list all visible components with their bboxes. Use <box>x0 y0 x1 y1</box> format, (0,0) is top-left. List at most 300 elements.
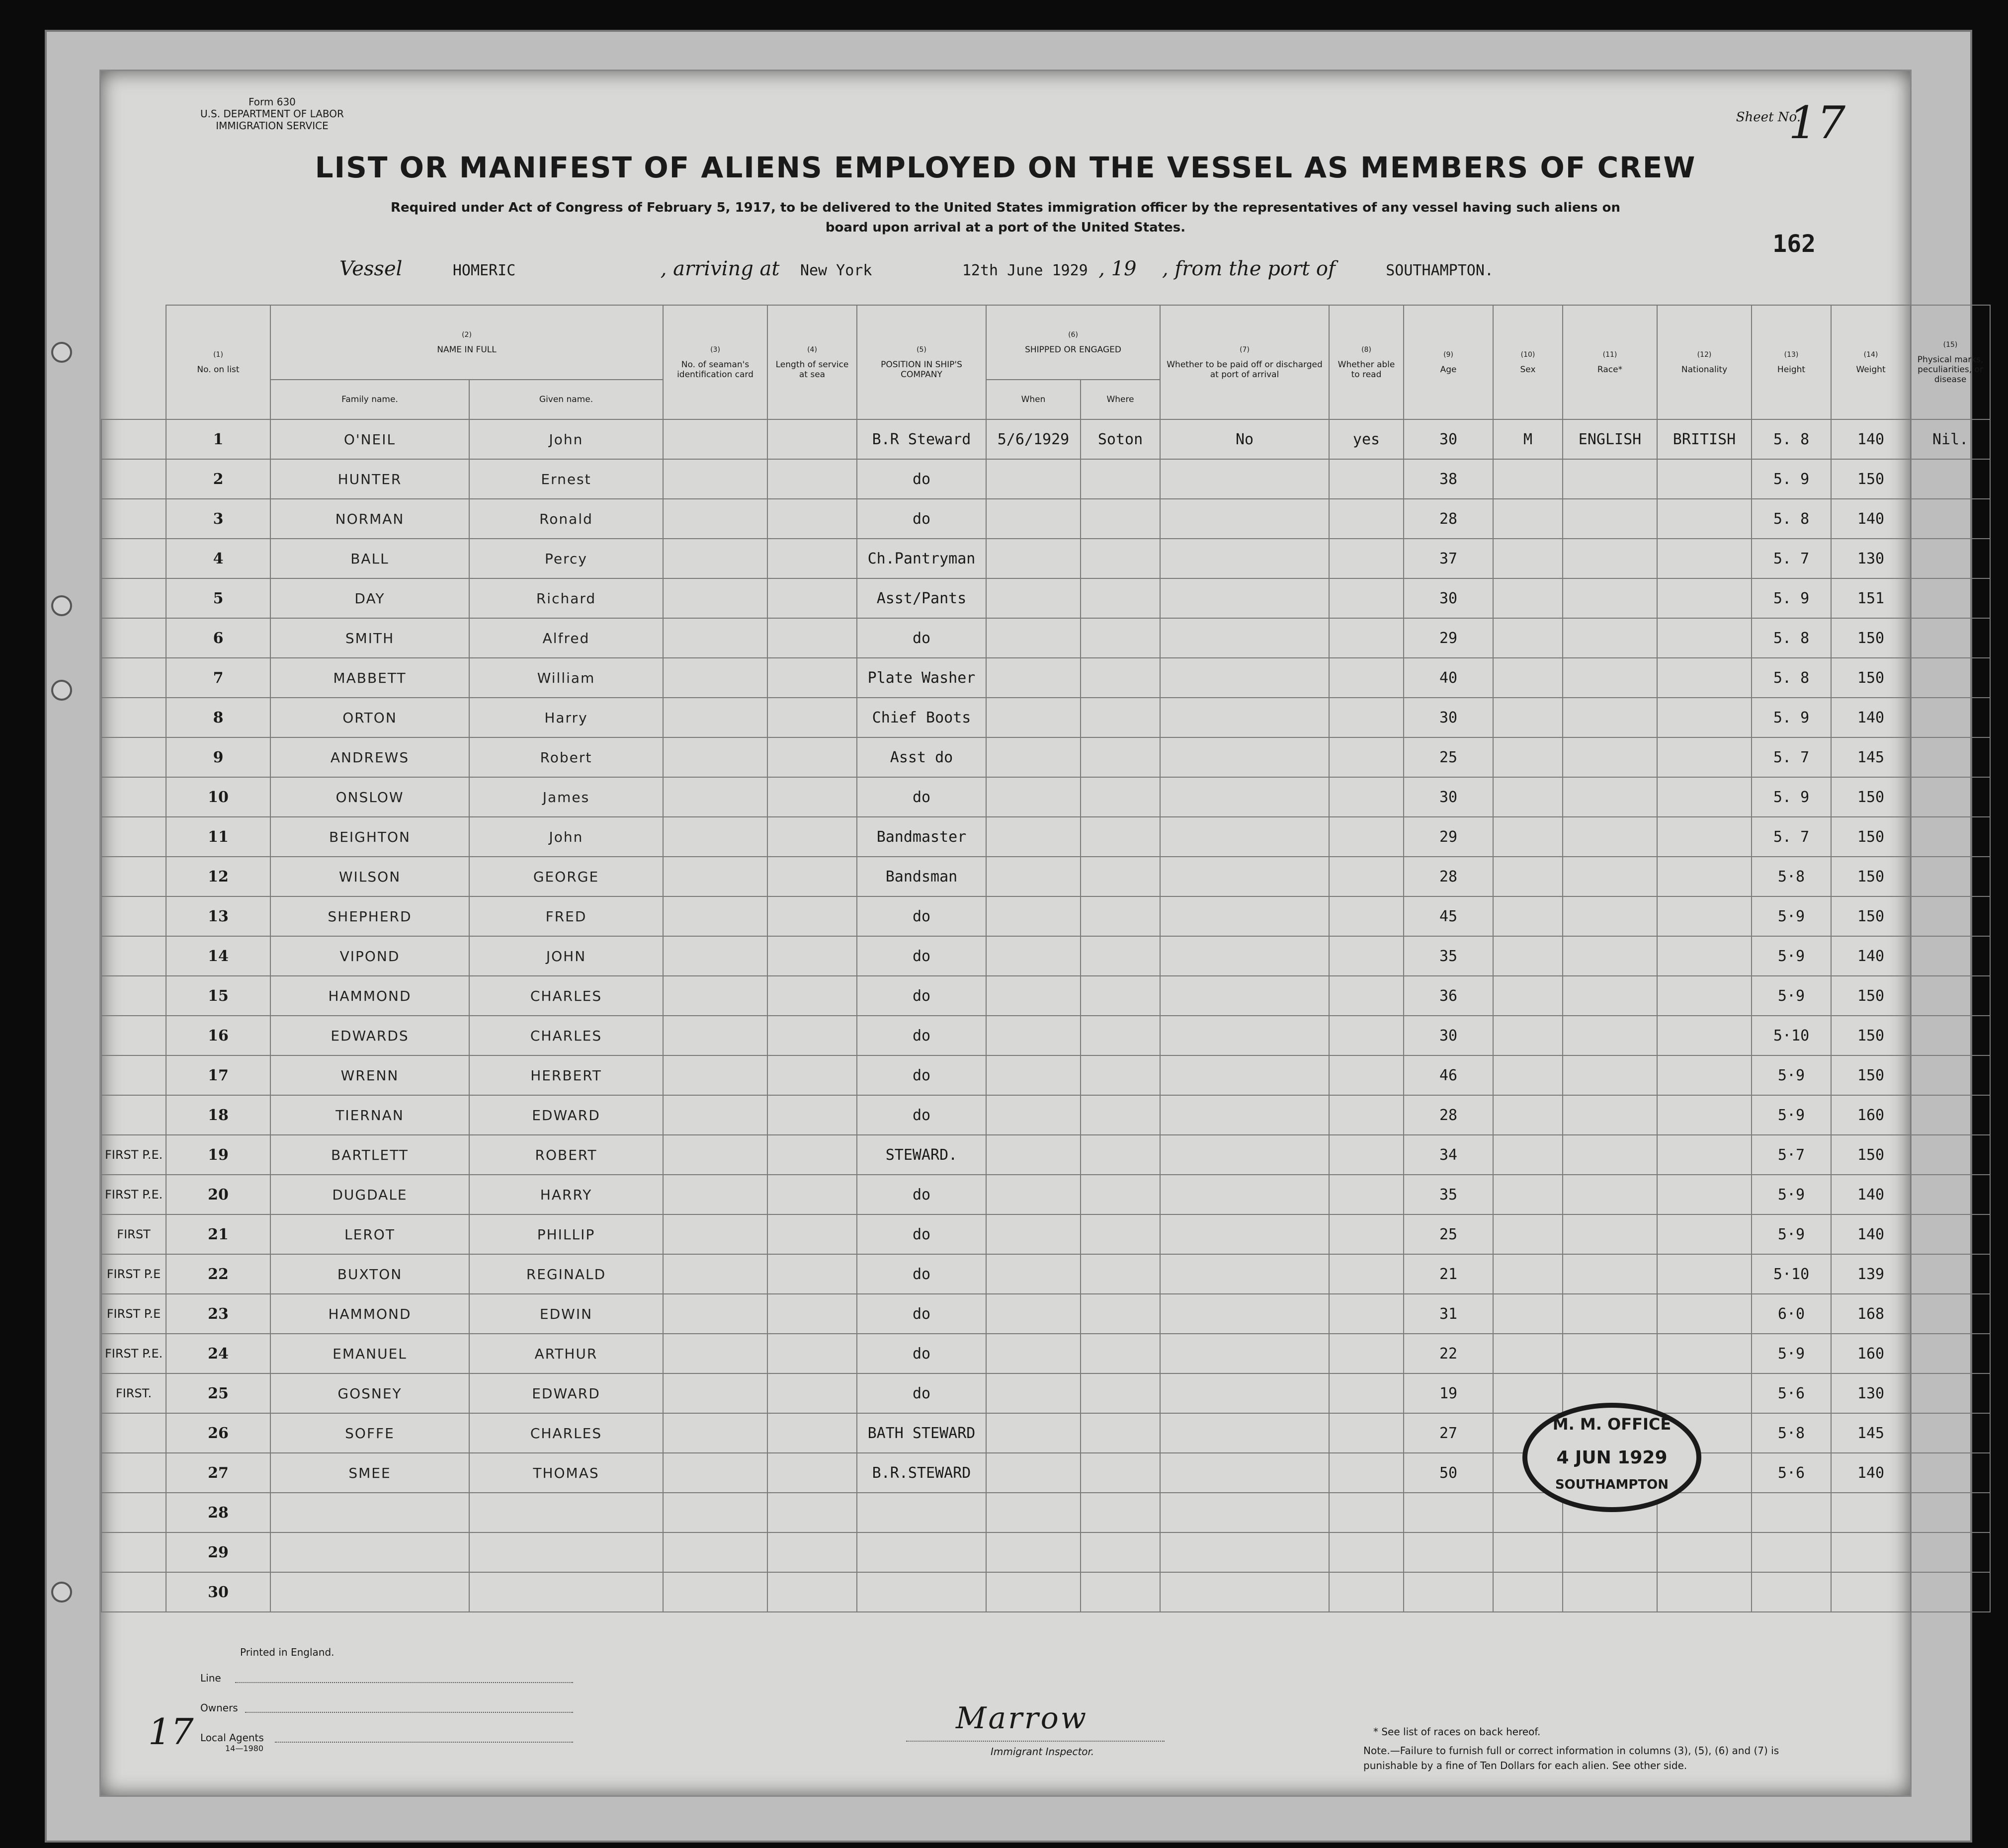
age-cell: 29 <box>1404 618 1493 658</box>
length-service-cell <box>767 1135 857 1175</box>
sex-cell <box>1493 1373 1563 1413</box>
physical-cell <box>1911 1532 1990 1572</box>
manifest-sheet <box>99 70 1984 1797</box>
height-cell: 5. 8 <box>1752 618 1831 658</box>
departure-port: SOUTHAMPTON. <box>1386 262 1494 279</box>
shipped-where-cell <box>1081 1254 1160 1294</box>
paid-off-cell <box>1160 817 1329 857</box>
length-service-cell <box>767 459 857 499</box>
height-cell: 5. 9 <box>1752 777 1831 817</box>
position-cell: do <box>857 936 986 976</box>
paid-off-cell <box>1160 1294 1329 1334</box>
nationality-cell <box>1657 1175 1752 1214</box>
nationality-cell <box>1657 539 1752 578</box>
position-cell: do <box>857 1373 986 1413</box>
physical-cell <box>1911 857 1990 896</box>
shipped-when-cell <box>986 1413 1081 1453</box>
weight-cell: 160 <box>1831 1095 1911 1135</box>
shipped-where-cell <box>1081 459 1160 499</box>
paid-off-cell <box>1160 777 1329 817</box>
table-row <box>101 1135 1990 1175</box>
shipped-where-cell <box>1081 777 1160 817</box>
given-name-cell: REGINALD <box>469 1254 663 1294</box>
family-name-cell: BEIGHTON <box>270 817 469 857</box>
physical-cell <box>1911 578 1990 618</box>
paid-off-cell <box>1160 1095 1329 1135</box>
id-card-cell <box>663 1254 767 1294</box>
penalty-note-text: Note.—Failure to furnish full or correct information in columns (3), (5), (6) and (7) is punishable by a fine of Ten Dollars for each alien. See other side. <box>1363 1745 1779 1771</box>
paid-off-cell: No <box>1160 419 1329 459</box>
remark-cell <box>101 618 166 658</box>
given-name-cell: EDWIN <box>469 1294 663 1334</box>
given-name-cell: John <box>469 817 663 857</box>
able-read-cell <box>1329 658 1404 698</box>
race-cell <box>1563 1254 1657 1294</box>
height-cell: 5·8 <box>1752 1413 1831 1453</box>
subtitle-text: Required under Act of Congress of February 5, 1917, to be delivered to the United States immigration officer by the representatives of any vessel having such aliens on board upon arrival at a port of the United States. <box>390 200 1621 235</box>
sex-cell <box>1493 1294 1563 1334</box>
sex-cell <box>1493 1334 1563 1373</box>
height-cell: 5·9 <box>1752 896 1831 936</box>
race-cell <box>1563 737 1657 777</box>
shipped-when-cell <box>986 499 1081 539</box>
sex-cell <box>1493 976 1563 1016</box>
physical-cell <box>1911 896 1990 936</box>
height-cell: 5·9 <box>1752 1095 1831 1135</box>
nationality-cell <box>1657 1373 1752 1413</box>
weight-cell <box>1831 1572 1911 1612</box>
length-service-cell <box>767 1453 857 1493</box>
nationality-cell <box>1657 777 1752 817</box>
shipped-when-cell: 5/6/1929 <box>986 419 1081 459</box>
position-cell: Plate Washer <box>857 658 986 698</box>
age-cell: 29 <box>1404 817 1493 857</box>
physical-cell <box>1911 1254 1990 1294</box>
race-cell: ENGLISH <box>1563 419 1657 459</box>
family-name-cell: SMEE <box>270 1453 469 1493</box>
shipped-where-cell <box>1081 698 1160 737</box>
able-read-cell <box>1329 698 1404 737</box>
given-name-cell: FRED <box>469 896 663 936</box>
age-cell: 31 <box>1404 1294 1493 1334</box>
family-name-cell: BALL <box>270 539 469 578</box>
shipped-when-cell <box>986 1055 1081 1095</box>
given-name-cell: William <box>469 658 663 698</box>
sex-cell <box>1493 658 1563 698</box>
row-number-cell: 24 <box>166 1334 270 1373</box>
id-card-cell <box>663 618 767 658</box>
height-cell: 5·9 <box>1752 1055 1831 1095</box>
height-cell: 5·9 <box>1752 1334 1831 1373</box>
family-name-cell: VIPOND <box>270 936 469 976</box>
office-stamp <box>1522 1403 1701 1512</box>
nationality-cell <box>1657 1214 1752 1254</box>
shipped-when-cell <box>986 817 1081 857</box>
able-read-cell <box>1329 1453 1404 1493</box>
position-cell: Bandsman <box>857 857 986 896</box>
physical-cell <box>1911 1413 1990 1453</box>
length-service-cell <box>767 737 857 777</box>
id-card-cell <box>663 698 767 737</box>
height-cell: 5·6 <box>1752 1373 1831 1413</box>
punch-hole <box>51 680 72 701</box>
table-row <box>101 976 1990 1016</box>
height-cell: 5. 9 <box>1752 578 1831 618</box>
family-name-cell: DUGDALE <box>270 1175 469 1214</box>
race-cell <box>1563 539 1657 578</box>
height-cell: 5·9 <box>1752 1175 1831 1214</box>
shipped-when-cell <box>986 936 1081 976</box>
race-cell <box>1563 936 1657 976</box>
nationality-cell <box>1657 1493 1752 1532</box>
age-cell: 30 <box>1404 419 1493 459</box>
page-mark: 17 <box>148 1711 194 1753</box>
remark-cell <box>101 1532 166 1572</box>
length-service-cell <box>767 618 857 658</box>
paid-off-cell <box>1160 1572 1329 1612</box>
given-name-cell: Richard <box>469 578 663 618</box>
able-read-cell <box>1329 499 1404 539</box>
stamp-line-1: M. M. OFFICE <box>1552 1415 1672 1434</box>
family-name-cell: LEROT <box>270 1214 469 1254</box>
shipped-where-cell <box>1081 1493 1160 1532</box>
shipped-where-cell <box>1081 1572 1160 1612</box>
height-cell: 5. 7 <box>1752 539 1831 578</box>
race-cell <box>1563 1572 1657 1612</box>
physical-cell <box>1911 1294 1990 1334</box>
position-cell: do <box>857 777 986 817</box>
header-weight: (14) Weight <box>1831 305 1911 419</box>
stamp-date: 4 JUN 1929 <box>1556 1447 1668 1468</box>
given-name-cell: THOMAS <box>469 1453 663 1493</box>
remark-cell <box>101 1055 166 1095</box>
sex-cell <box>1493 777 1563 817</box>
length-service-cell <box>767 1493 857 1532</box>
able-read-cell <box>1329 737 1404 777</box>
family-name-cell: EDWARDS <box>270 1016 469 1055</box>
given-name-cell: CHARLES <box>469 1413 663 1453</box>
sex-cell <box>1493 896 1563 936</box>
shipped-where-cell <box>1081 1016 1160 1055</box>
given-name-cell: HARRY <box>469 1175 663 1214</box>
given-name-cell: GEORGE <box>469 857 663 896</box>
paid-off-cell <box>1160 1413 1329 1453</box>
able-read-cell <box>1329 817 1404 857</box>
row-number-cell: 17 <box>166 1055 270 1095</box>
paid-off-cell <box>1160 539 1329 578</box>
table-row <box>101 1294 1990 1334</box>
paid-off-cell <box>1160 936 1329 976</box>
remark-cell <box>101 698 166 737</box>
nationality-cell <box>1657 737 1752 777</box>
row-number-cell: 16 <box>166 1016 270 1055</box>
weight-cell: 150 <box>1831 1016 1911 1055</box>
able-read-cell <box>1329 857 1404 896</box>
length-service-cell <box>767 1413 857 1453</box>
form-number: Form 630 <box>248 96 296 108</box>
family-name-cell: EMANUEL <box>270 1334 469 1373</box>
page-subtitle <box>101 198 1910 238</box>
header-length-service: (4) Length of service at sea <box>767 305 857 419</box>
physical-cell <box>1911 1572 1990 1612</box>
nationality-cell <box>1657 896 1752 936</box>
punch-hole <box>51 1582 72 1603</box>
physical-cell <box>1911 1135 1990 1175</box>
remark-cell <box>101 737 166 777</box>
length-service-cell <box>767 499 857 539</box>
race-cell <box>1563 1016 1657 1055</box>
row-number-cell: 19 <box>166 1135 270 1175</box>
remark-cell <box>101 936 166 976</box>
length-service-cell <box>767 1254 857 1294</box>
shipped-where-cell <box>1081 1532 1160 1572</box>
header-given-name: Given name. <box>469 380 663 419</box>
race-cell <box>1563 1135 1657 1175</box>
remark-cell <box>101 499 166 539</box>
position-cell: do <box>857 459 986 499</box>
position-cell: do <box>857 976 986 1016</box>
header-age: (9) Age <box>1404 305 1493 419</box>
shipped-where-cell <box>1081 618 1160 658</box>
shipped-where-cell <box>1081 857 1160 896</box>
length-service-cell <box>767 539 857 578</box>
given-name-cell: James <box>469 777 663 817</box>
age-cell <box>1404 1493 1493 1532</box>
table-row <box>101 658 1990 698</box>
shipped-when-cell <box>986 1532 1081 1572</box>
shipped-where-cell <box>1081 1135 1160 1175</box>
table-row <box>101 1493 1990 1532</box>
row-number-cell: 15 <box>166 976 270 1016</box>
weight-cell: 150 <box>1831 777 1911 817</box>
row-number-cell: 25 <box>166 1373 270 1413</box>
id-card-cell <box>663 1413 767 1453</box>
id-card-cell <box>663 1214 767 1254</box>
department-name: U.S. DEPARTMENT OF LABOR <box>200 108 344 120</box>
remark-cell <box>101 1493 166 1532</box>
id-card-cell <box>663 1055 767 1095</box>
shipped-when-cell <box>986 1453 1081 1493</box>
shipped-where-cell <box>1081 1214 1160 1254</box>
id-card-cell <box>663 1294 767 1334</box>
paid-off-cell <box>1160 1373 1329 1413</box>
id-card-cell <box>663 896 767 936</box>
physical-cell <box>1911 777 1990 817</box>
nationality-cell <box>1657 1016 1752 1055</box>
age-cell: 37 <box>1404 539 1493 578</box>
height-cell: 5·9 <box>1752 1214 1831 1254</box>
age-cell: 28 <box>1404 499 1493 539</box>
given-name-cell: John <box>469 419 663 459</box>
height-cell: 5·8 <box>1752 857 1831 896</box>
race-cell <box>1563 1334 1657 1373</box>
header-able-read: (8) Whether able to read <box>1329 305 1404 419</box>
given-name-cell: ROBERT <box>469 1135 663 1175</box>
physical-cell <box>1911 817 1990 857</box>
remark-cell <box>101 1572 166 1612</box>
header-race: (11) Race* <box>1563 305 1657 419</box>
family-name-cell: HAMMOND <box>270 976 469 1016</box>
height-cell <box>1752 1572 1831 1612</box>
position-cell: do <box>857 1055 986 1095</box>
shipped-where-cell <box>1081 1453 1160 1493</box>
header-family-name: Family name. <box>270 380 469 419</box>
table-row <box>101 1373 1990 1413</box>
id-card-cell <box>663 499 767 539</box>
punch-hole <box>51 595 72 616</box>
weight-cell: 140 <box>1831 499 1911 539</box>
header-name-in-full: (2) NAME IN FULL <box>270 305 663 380</box>
family-name-cell: SOFFE <box>270 1413 469 1453</box>
able-read-cell <box>1329 1334 1404 1373</box>
able-read-cell <box>1329 539 1404 578</box>
height-cell: 5. 8 <box>1752 499 1831 539</box>
sex-cell <box>1493 1175 1563 1214</box>
row-number-cell: 6 <box>166 618 270 658</box>
age-cell: 25 <box>1404 737 1493 777</box>
family-name-cell: O'NEIL <box>270 419 469 459</box>
table-row <box>101 896 1990 936</box>
table-row <box>101 1214 1990 1254</box>
remark-cell <box>101 777 166 817</box>
table-row <box>101 1175 1990 1214</box>
table-row <box>101 1532 1990 1572</box>
physical-cell <box>1911 936 1990 976</box>
paid-off-cell <box>1160 1175 1329 1214</box>
height-cell: 5. 8 <box>1752 658 1831 698</box>
sex-cell <box>1493 1016 1563 1055</box>
weight-cell: 150 <box>1831 976 1911 1016</box>
position-cell: Chief Boots <box>857 698 986 737</box>
given-name-cell <box>469 1493 663 1532</box>
given-name-cell: EDWARD <box>469 1095 663 1135</box>
id-card-cell <box>663 1493 767 1532</box>
paid-off-cell <box>1160 1334 1329 1373</box>
remark-cell <box>101 419 166 459</box>
age-cell: 50 <box>1404 1453 1493 1493</box>
remarks-margin-header <box>101 305 166 380</box>
shipped-where-cell <box>1081 1373 1160 1413</box>
family-name-cell: WILSON <box>270 857 469 896</box>
paid-off-cell <box>1160 1214 1329 1254</box>
able-read-cell <box>1329 1572 1404 1612</box>
family-name-cell: BUXTON <box>270 1254 469 1294</box>
height-cell: 5. 7 <box>1752 737 1831 777</box>
given-name-cell: Percy <box>469 539 663 578</box>
physical-cell <box>1911 1373 1990 1413</box>
age-cell: 34 <box>1404 1135 1493 1175</box>
nationality-cell <box>1657 658 1752 698</box>
weight-cell: 151 <box>1831 578 1911 618</box>
position-cell: do <box>857 618 986 658</box>
family-name-cell: DAY <box>270 578 469 618</box>
height-cell: 5·6 <box>1752 1453 1831 1493</box>
height-cell: 5·10 <box>1752 1254 1831 1294</box>
shipped-where-cell <box>1081 578 1160 618</box>
length-service-cell <box>767 857 857 896</box>
page-title: LIST OR MANIFEST OF ALIENS EMPLOYED ON THE VESSEL AS MEMBERS OF CREW <box>315 151 1696 184</box>
shipped-when-cell <box>986 539 1081 578</box>
shipped-where-cell <box>1081 1055 1160 1095</box>
weight-cell: 150 <box>1831 618 1911 658</box>
position-cell: Asst/Pants <box>857 578 986 618</box>
row-number-cell: 20 <box>166 1175 270 1214</box>
race-cell <box>1563 817 1657 857</box>
sex-cell <box>1493 1055 1563 1095</box>
vessel-name: HOMERIC <box>452 262 516 279</box>
row-number-cell: 4 <box>166 539 270 578</box>
row-number-cell: 9 <box>166 737 270 777</box>
paid-off-cell <box>1160 499 1329 539</box>
able-read-cell <box>1329 1254 1404 1294</box>
physical-cell <box>1911 1214 1990 1254</box>
age-cell: 22 <box>1404 1334 1493 1373</box>
table-row <box>101 817 1990 857</box>
family-name-cell <box>270 1493 469 1532</box>
given-name-cell: Ronald <box>469 499 663 539</box>
given-name-cell: Alfred <box>469 618 663 658</box>
given-name-cell <box>469 1532 663 1572</box>
physical-cell <box>1911 1016 1990 1055</box>
able-read-cell <box>1329 1373 1404 1413</box>
id-card-cell <box>663 1175 767 1214</box>
sex-cell <box>1493 618 1563 658</box>
sex-cell <box>1493 1214 1563 1254</box>
able-read-cell <box>1329 578 1404 618</box>
weight-cell: 130 <box>1831 539 1911 578</box>
physical-cell <box>1911 499 1990 539</box>
remarks-margin-subheader <box>101 380 166 419</box>
family-name-cell: WRENN <box>270 1055 469 1095</box>
nationality-cell <box>1657 857 1752 896</box>
length-service-cell <box>767 1294 857 1334</box>
paid-off-cell <box>1160 1493 1329 1532</box>
remark-cell: FIRST P.E. <box>101 1135 166 1175</box>
sex-cell <box>1493 936 1563 976</box>
weight-cell: 150 <box>1831 857 1911 896</box>
paid-off-cell <box>1160 1055 1329 1095</box>
id-card-cell <box>663 1373 767 1413</box>
height-cell: 5. 7 <box>1752 817 1831 857</box>
shipped-where-cell <box>1081 896 1160 936</box>
paid-off-cell <box>1160 1254 1329 1294</box>
shipped-where-cell <box>1081 539 1160 578</box>
given-name-cell: Ernest <box>469 459 663 499</box>
row-number-cell: 5 <box>166 578 270 618</box>
weight-cell: 130 <box>1831 1373 1911 1413</box>
id-card-cell <box>663 459 767 499</box>
remark-cell <box>101 1413 166 1453</box>
paid-off-cell <box>1160 896 1329 936</box>
table-row <box>101 499 1990 539</box>
family-name-cell: BARTLETT <box>270 1135 469 1175</box>
family-name-cell: MABBETT <box>270 658 469 698</box>
table-row <box>101 1055 1990 1095</box>
weight-cell: 140 <box>1831 1175 1911 1214</box>
id-card-cell <box>663 817 767 857</box>
family-name-cell: GOSNEY <box>270 1373 469 1413</box>
physical-cell <box>1911 539 1990 578</box>
age-cell: 30 <box>1404 698 1493 737</box>
id-card-cell <box>663 1095 767 1135</box>
family-name-cell <box>270 1572 469 1612</box>
race-cell <box>1563 857 1657 896</box>
able-read-cell <box>1329 1175 1404 1214</box>
arrival-date: 12th June 1929 <box>962 262 1088 279</box>
length-service-cell <box>767 817 857 857</box>
length-service-cell <box>767 936 857 976</box>
sex-cell <box>1493 857 1563 896</box>
